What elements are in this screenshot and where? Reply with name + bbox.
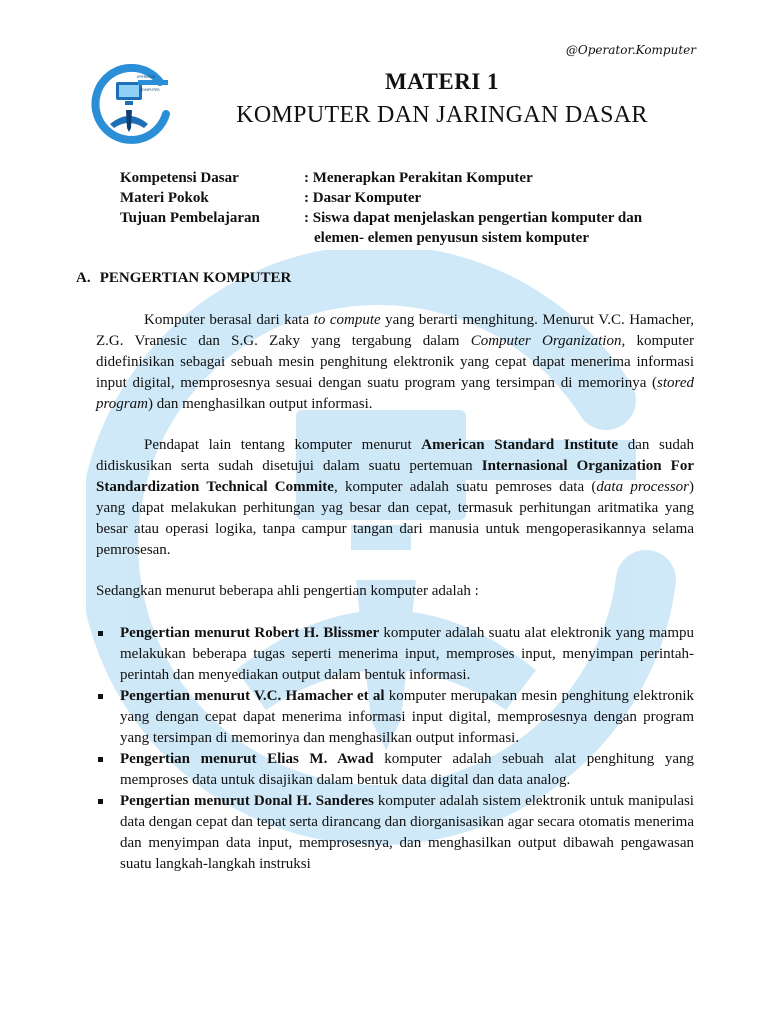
info-label: Materi Pokok	[120, 190, 209, 206]
info-value-line1: : Siswa dapat menjelaskan pengertian komputer dan	[304, 210, 643, 226]
bold-term: Pengertian menurut Elias M. Awad	[120, 751, 374, 767]
info-label: Tujuan Pembelajaran	[120, 210, 260, 226]
info-row-kompetensi	[120, 168, 700, 188]
italic-term: to compute	[313, 312, 381, 328]
bullet-square-icon	[98, 694, 103, 699]
bullet-square-icon	[98, 631, 103, 636]
expert-definitions-list	[96, 623, 694, 875]
text-run: komputer merupakan mesin penghitung elektronik yang dengan cepat dapat menerima informasi input digital, memprosesnya dengan program yang tersimpan di memorinya dan menghasilkan output informasi.	[120, 688, 694, 746]
bold-term: Pengertian menurut V.C. Hamacher et al	[120, 688, 385, 704]
text-run: komputer adalah suatu alat elektronik yang mampu melakukan beberapa tugas seperti menerima input, memproses input, menyimpan perintah-perintah dan menyediakan output dalam bentuk informasi.	[120, 625, 694, 683]
list-item	[96, 749, 694, 791]
operator-komputer-logo-icon	[88, 64, 172, 146]
list-item	[96, 686, 694, 749]
info-label: Kompetensi Dasar	[120, 170, 239, 186]
text-run: komputer adalah sistem elektronik untuk manipulasi data dengan cepat dan tepat serta dirancang dan diorganisasikan agar secara otomatis menerima dan menyimpan data input, memprosesnya, dan menghasilkan output dibawah pengawasan suatu langkah-langkah instruksi	[120, 793, 694, 872]
author-credit: @Operator.Komputer	[565, 43, 696, 57]
section-heading	[76, 270, 291, 287]
text-run: Komputer berasal dari kata	[144, 312, 314, 328]
italic-term: Computer Organization	[470, 333, 622, 349]
bullet-square-icon	[98, 757, 103, 762]
bold-term: American Standard Institute	[421, 437, 619, 453]
bold-term: Internasional Organization For Standardization Technical Commite	[96, 458, 694, 495]
info-row-tujuan	[120, 208, 700, 248]
text-run: , komputer didefinisikan sebagai sebuah mesin penghitung elektronik yang cepat dapat menerima informasi input digital, memprosesnya sesuai dengan suatu program yang tersimpan di memorinya (	[96, 333, 695, 391]
section-letter: A.	[76, 270, 91, 286]
text-run: komputer adalah sebuah alat penghitung yang memproses data untuk disajikan dalam bentuk data digital dan data analog.	[120, 751, 694, 788]
italic-term: data processor	[596, 479, 689, 495]
bold-term: Pengertian menurut Robert H. Blissmer	[120, 625, 380, 641]
list-item	[96, 791, 694, 875]
document-subtitle: KOMPUTER DAN JARINGAN DASAR	[236, 102, 648, 128]
paragraph-ansi-definition	[96, 435, 694, 561]
info-value-line2: elemen- elemen penyusun sistem komputer	[314, 230, 589, 246]
bullet-square-icon	[98, 799, 103, 804]
text-run: Pendapat lain tentang komputer menurut	[144, 437, 422, 453]
text-run: dan sudah didiskusikan serta sudah disetujui dalam suatu pertemuan	[96, 437, 694, 474]
paragraph-definition	[96, 310, 694, 415]
list-item	[96, 623, 694, 686]
section-title: PENGERTIAN KOMPUTER	[99, 270, 292, 286]
svg-text:KOMPUTER: KOMPUTER	[140, 88, 160, 92]
text-run: ) yang dapat melakukan perhitungan yag besar dan cepat, termasuk perhitungan aritmatika yang besar atau operasi logika, tanpa campur tangan dari manusia untuk mengoperasikannya selama pemrosesan.	[96, 479, 694, 558]
bold-term: Pengertian menurut Donal H. Sanderes	[120, 793, 374, 809]
document-title: MATERI 1	[384, 69, 500, 94]
info-row-materi	[120, 188, 700, 208]
text-run: yang berarti menghitung. Menurut V.C. Hamacher, Z.G. Vranesic dan S.G. Zaky yang tergabung dalam	[96, 312, 694, 349]
info-value: : Dasar Komputer	[304, 190, 422, 206]
text-run: ) dan menghasilkan output informasi.	[147, 396, 373, 412]
italic-term: stored program	[96, 375, 694, 412]
text-run: , komputer adalah suatu pemroses data (	[333, 479, 597, 495]
info-value-multiline	[304, 208, 700, 248]
paragraph-intro-experts: Sedangkan menurut beberapa ahli pengertian komputer adalah :	[96, 583, 479, 599]
svg-text:OPERATOR: OPERATOR	[136, 75, 156, 79]
info-value: : Menerapkan Perakitan Komputer	[304, 170, 533, 186]
competency-info	[120, 168, 700, 248]
